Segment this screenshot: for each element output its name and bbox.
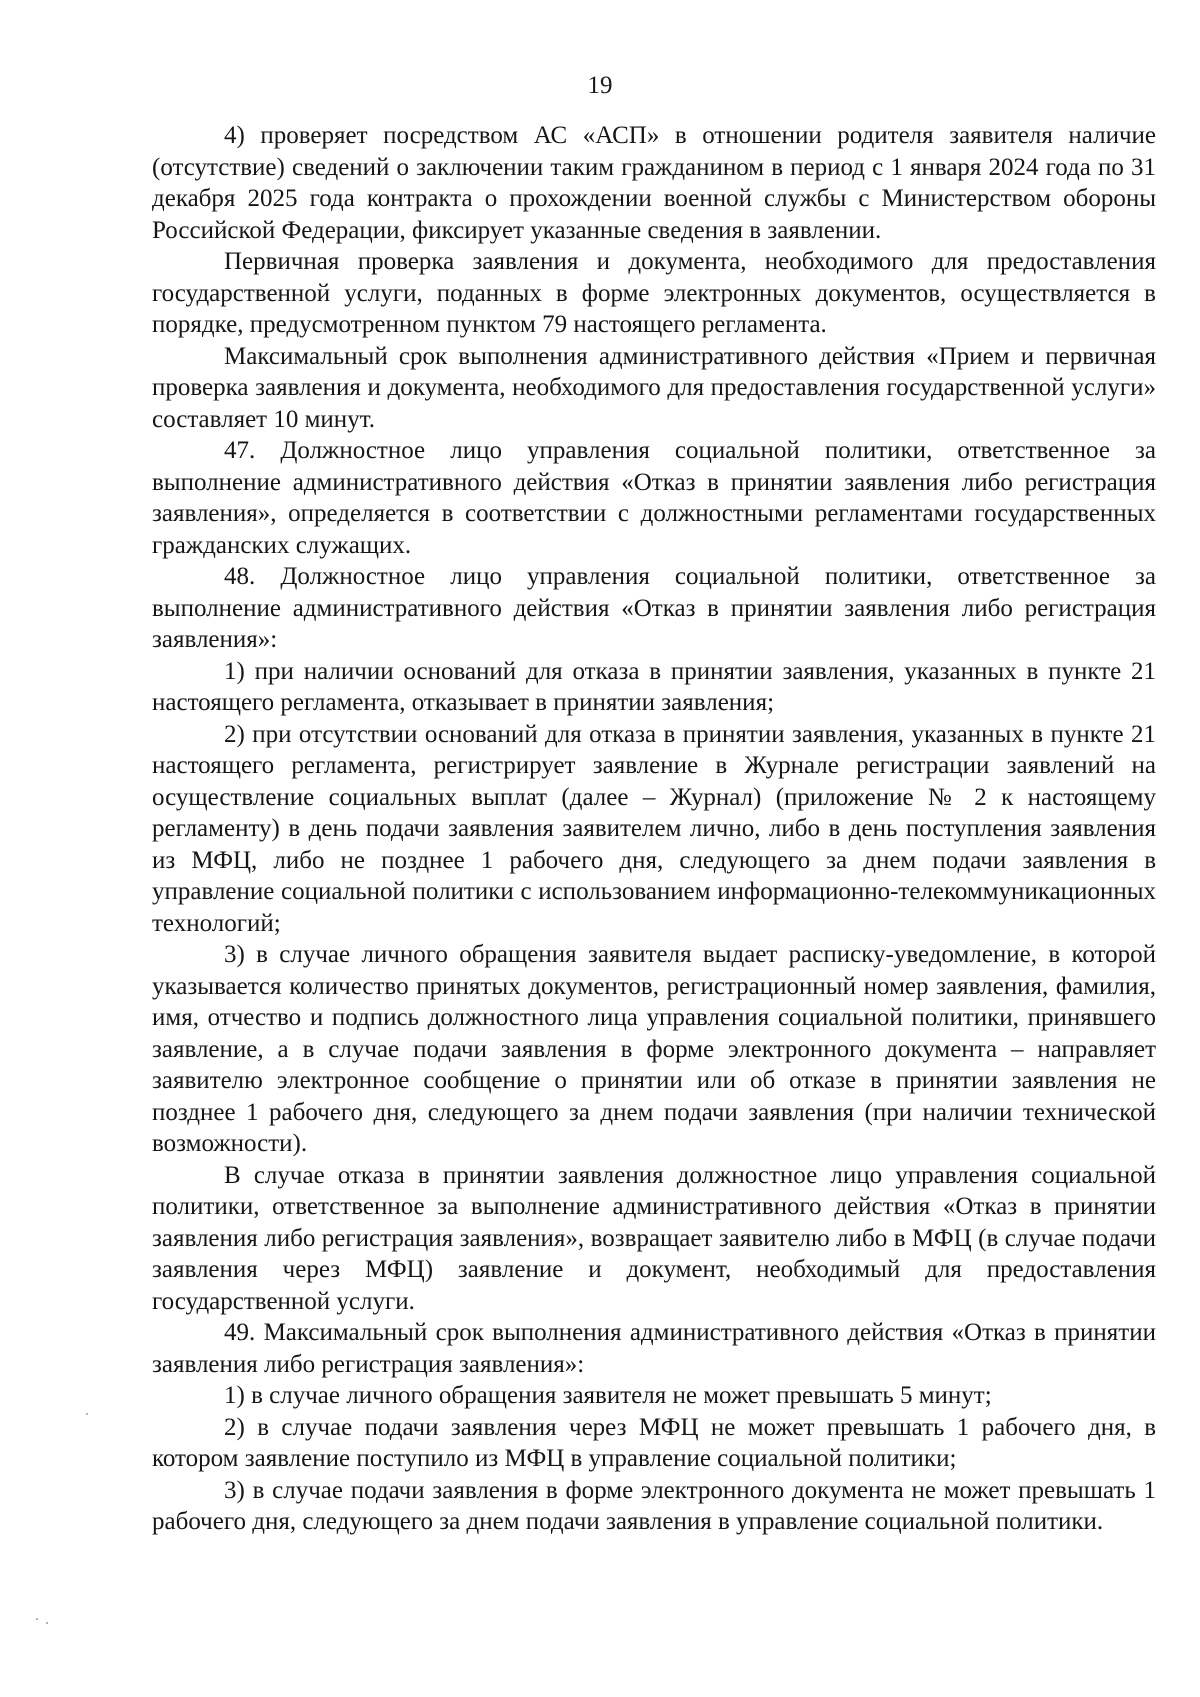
paragraph: Максимальный срок выполнения административного действия «Прием и первичная проверка заявления и документа, необходимого для предоставления государственной услуги» составляет 10 минут.	[152, 342, 1156, 433]
paragraph: 1) при наличии оснований для отказа в принятии заявления, указанных в пункте 21 настоящего регламента, отказывает в принятии заявления;	[152, 657, 1156, 716]
paragraph: Первичная проверка заявления и документа, необходимого для предоставления государственной услуги, поданных в форме электронных документов, осуществляется в порядке, предусмотренном пунктом 79 настоящего регламента.	[152, 248, 1156, 338]
paragraph: 49. Максимальный срок выполнения административного действия «Отказ в принятии заявления либо регистрация заявления»:	[152, 1319, 1156, 1378]
paragraph: 47. Должностное лицо управления социальной политики, ответственное за выполнение административного действия «Отказ в принятии заявления либо регистрация заявления», определяется в соответствии с должностными регламентами государственных гражданских служащих.	[152, 437, 1156, 559]
scan-speck	[86, 1413, 88, 1415]
document-body	[152, 120, 1156, 1538]
paragraph: В случае отказа в принятии заявления должностное лицо управления социальной политики, ответственное за выполнение административного действия «Отказ в принятии заявления либо регистрация заявления», возвращает заявителю либо в МФЦ (в случае подачи заявления через МФЦ) заявление и документ, необходимый для предоставления государственной услуги.	[152, 1161, 1156, 1315]
paragraph: 48. Должностное лицо управления социальной политики, ответственное за выполнение административного действия «Отказ в принятии заявления либо регистрация заявления»:	[152, 563, 1156, 653]
scan-speck	[36, 1618, 38, 1620]
page-number: 19	[587, 72, 613, 99]
paragraph: 3) в случае личного обращения заявителя выдает расписку-уведомление, в которой указывается количество принятых документов, регистрационный номер заявления, фамилия, имя, отчество и подпись должностного лица управления социальной политики, принявшего заявление, а в случае подачи заявления в форме электронного документа – направляет заявителю электронное сообщение о принятии или об отказе в принятии заявления не позднее 1 рабочего дня, следующего за днем подачи заявления (при наличии технической возможности).	[152, 941, 1156, 1157]
paragraph: 2) при отсутствии оснований для отказа в принятии заявления, указанных в пункте 21 настоящего регламента, регистрирует заявление в Журнале регистрации заявлений на осуществление социальных выплат (далее – Журнал) (приложение № 2 к настоящему регламенту) в день подачи заявления заявителем лично, либо в день поступления заявления из МФЦ, либо не позднее 1 рабочего дня, следующего за днем подачи заявления в управление социальной политики с использованием информационно-телекоммуникационных технологий;	[152, 720, 1156, 937]
paragraph: 3) в случае подачи заявления в форме электронного документа не может превышать 1 рабочего дня, следующего за днем подачи заявления в управление социальной политики.	[152, 1476, 1156, 1535]
paragraph: 4) проверяет посредством АС «АСП» в отношении родителя заявителя наличие (отсутствие) сведений о заключении таким гражданином в период с 1 января 2024 года по 31 декабря 2025 года контракта о прохождении военной службы с Министерством обороны Российской Федерации, фиксирует указанные сведения в заявлении.	[152, 122, 1156, 244]
paragraph: 2) в случае подачи заявления через МФЦ не может превышать 1 рабочего дня, в котором заявление поступило из МФЦ в управление социальной политики;	[152, 1413, 1156, 1472]
paragraph: 1) в случае личного обращения заявителя не может превышать 5 минут;	[224, 1382, 992, 1409]
scan-speck	[46, 1622, 48, 1624]
